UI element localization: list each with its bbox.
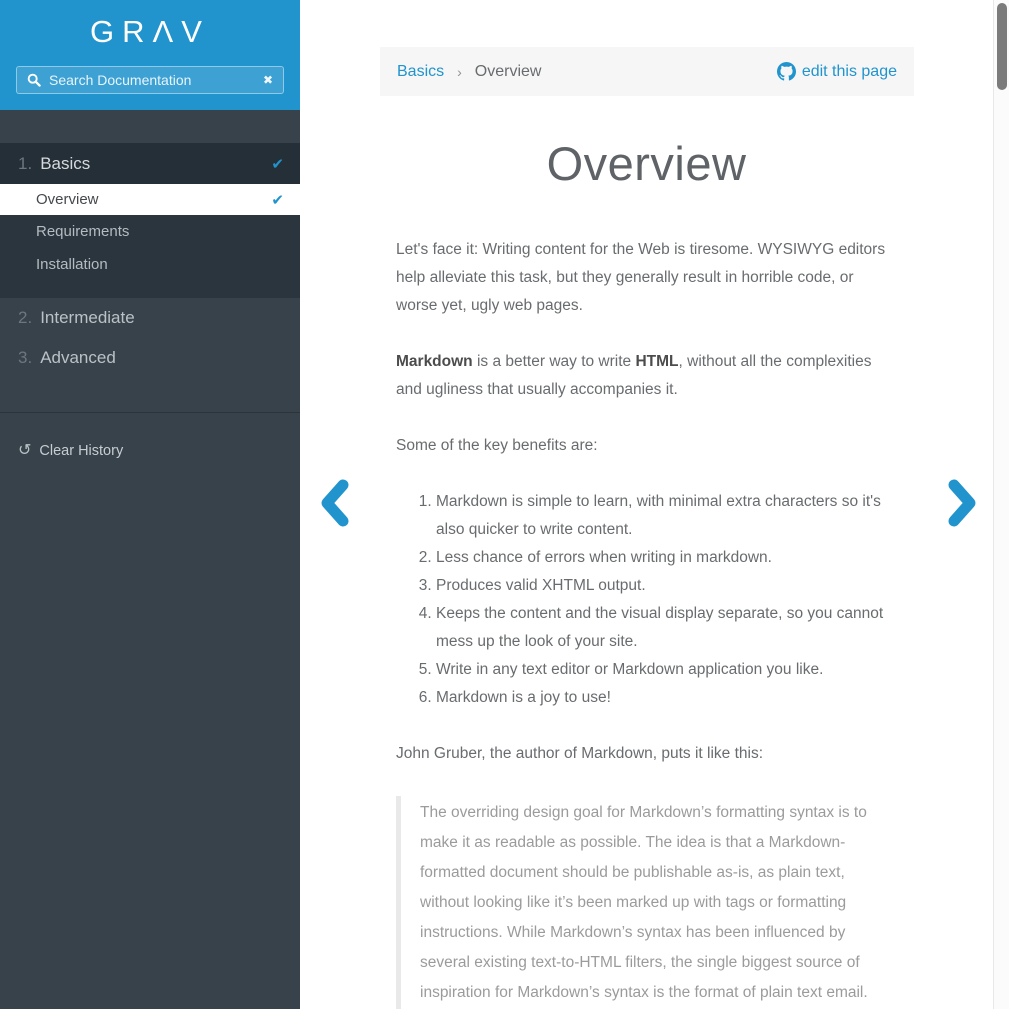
section-label: Basics [40, 153, 91, 173]
bold-html: HTML [635, 353, 679, 370]
prev-page-arrow[interactable] [318, 478, 351, 528]
sidebar-section-basics[interactable] [0, 143, 300, 184]
scrollbar-thumb[interactable] [997, 3, 1007, 90]
section-number: 3. [18, 348, 33, 367]
sidebar-header [0, 0, 300, 110]
gruber-paragraph: John Gruber, the author of Markdown, puts it like this: [396, 745, 764, 762]
sidebar-item-installation[interactable] [0, 248, 300, 281]
benefits-intro: Some of the key benefits are: [396, 437, 598, 454]
github-icon [777, 62, 796, 81]
main-content [300, 0, 993, 1009]
gruber-quote: The overriding design goal for Markdown’s formatting syntax is to make it as readable as possible. The idea is that a Markdown-formatted document should be publishable as-is, as plain text, without looking like it’s been marked up with tags or formatting instructions. While Markdown’s syntax has been influenced by several existing text-to-HTML filters, the single biggest source of inspiration for Markdown’s syntax is the format of plain text email. [396, 796, 897, 1009]
item-label: Requirements [36, 223, 130, 240]
edit-this-page-label: edit this page [801, 62, 897, 80]
section-label: Intermediate [40, 308, 135, 327]
article [396, 96, 897, 1009]
list-item: 5. Write in any text editor or Markdown application you like. [436, 656, 897, 684]
list-item: 3. Produces valid XHTML output. [436, 572, 897, 600]
list-item: 1. Markdown is simple to learn, with minimal extra characters so it's also quicker to write content. [436, 488, 897, 544]
clear-history-button[interactable] [0, 436, 300, 466]
breadcrumb-current: Overview [474, 62, 542, 80]
item-label: Installation [36, 256, 108, 273]
search-input[interactable] [49, 72, 263, 88]
section-number: 2. [18, 308, 33, 327]
edit-this-page-link[interactable] [777, 62, 897, 81]
sidebar-item-overview[interactable] [0, 184, 300, 215]
history-icon: ↺ [18, 442, 32, 459]
section-label: Advanced [40, 348, 116, 367]
search-box[interactable] [16, 66, 284, 94]
section-number: 1. [18, 153, 33, 173]
grav-logo[interactable]: GRΛV [90, 14, 210, 49]
benefits-list [396, 488, 897, 712]
item-label: Overview [36, 191, 99, 208]
clear-history-label: Clear History [39, 443, 124, 459]
clear-search-icon[interactable]: ✖ [262, 73, 273, 87]
bold-markdown: Markdown [396, 353, 473, 370]
chevron-right-icon: › [457, 63, 462, 80]
page-title: Overview [546, 137, 747, 190]
sidebar [0, 0, 300, 1009]
list-item: 6. Markdown is a joy to use! [436, 684, 897, 712]
check-icon: ✔ [271, 155, 284, 173]
breadcrumb-basics-link[interactable]: Basics [397, 62, 445, 80]
scrollbar-track[interactable] [993, 0, 1009, 1009]
sidebar-divider [0, 412, 300, 413]
sidebar-section-advanced[interactable] [0, 338, 300, 378]
sidebar-section-intermediate[interactable] [0, 298, 300, 338]
markdown-paragraph: Markdown is a better way to write HTML, without all the complexities and ugliness that usually accompanies it. [396, 353, 872, 398]
breadcrumb [380, 47, 914, 96]
check-icon: ✔ [271, 191, 284, 209]
list-item: 2. Less chance of errors when writing in markdown. [436, 544, 897, 572]
next-page-arrow[interactable] [946, 478, 979, 528]
intro-paragraph: Let's face it: Writing content for the Web is tiresome. WYSIWYG editors help alleviate this task, but they generally result in horrible code, or worse yet, ugly web pages. [396, 241, 886, 314]
search-icon [27, 73, 41, 87]
list-item: 4. Keeps the content and the visual display separate, so you cannot mess up the look of your site. [436, 600, 897, 656]
sidebar-item-requirements[interactable] [0, 215, 300, 248]
